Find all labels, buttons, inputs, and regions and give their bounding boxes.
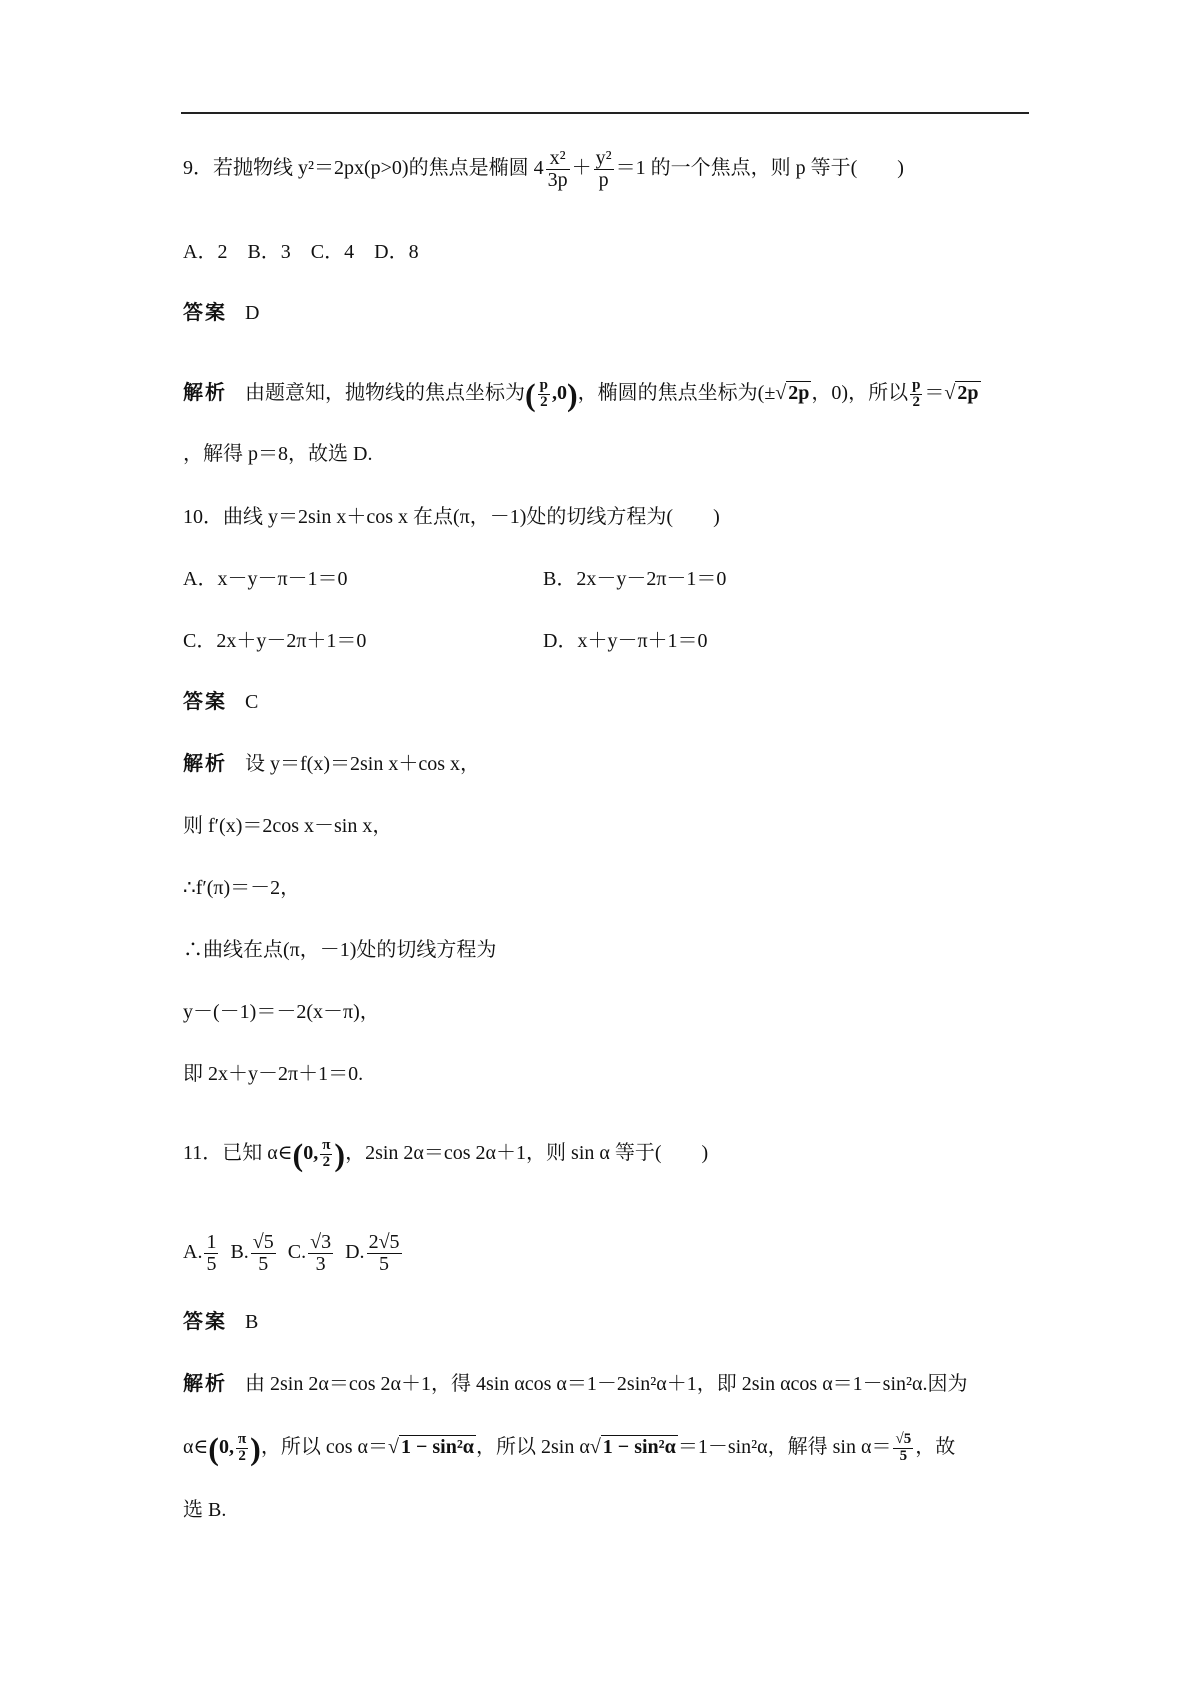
q9-fraction-1 [546,148,570,191]
q11-option-c-frac [308,1232,333,1275]
q11-option-b-label: B. [230,1241,249,1264]
q11-oa-num: 1 [206,1231,217,1253]
q9-coef: 4 [533,157,544,180]
q11-b-pre: α∈ [183,1435,209,1458]
q9-sqrt-sign-1: √ [775,381,787,404]
q9-stem-pre: 9．若抛物线 y²＝2px(p>0)的焦点是椭圆 [183,157,529,180]
q11-ob-num: √5 [252,1231,274,1253]
q11-analysis-line-3: 选 B. [183,1499,227,1521]
q11-b-result-frac [893,1432,913,1465]
q9-analysis-frac-1 [538,378,550,411]
q11-answer-value: B [245,1311,259,1333]
q11-option-a-label: A. [183,1241,203,1264]
q11-option-b-frac [251,1232,276,1275]
q11-stem [183,1138,708,1171]
q9-stem [183,148,904,191]
q11-analysis-label: 解析 [183,1373,227,1395]
q9-a3-den: 2 [912,393,920,410]
q11-option-d-label: D. [345,1241,365,1264]
q9-analysis-frac-2 [910,378,922,411]
q11-option-d-frac [367,1232,402,1275]
q11-options [183,1232,404,1275]
q9-analysis-text-3: ，0)，所以 [811,381,909,404]
q9-plus: ＋ [571,157,592,180]
q11-sqrt-sign-2: √ [589,1435,601,1458]
q10-option-c: C．2x＋y－2π＋1＝0 [183,630,367,652]
q11-int-den: 2 [322,1153,331,1170]
q11-sqrt-sign-1: √ [387,1435,399,1458]
q11-b-den: 2 [238,1447,246,1464]
q9-analysis-line-2: ，解得 p＝8，故选 D. [183,443,373,465]
q11-b-left-paren: ( [208,1430,219,1467]
q9-a1-zero: ,0 [552,381,567,404]
q11-right-paren: ) [334,1136,346,1173]
q11-b-int: 0, [218,1435,234,1458]
q9-answer-value: D [245,302,260,324]
q10-step-2: 则 f′(x)＝2cos x－sin x， [183,815,393,837]
q10-option-b: B．2x－y－2π－1＝0 [543,568,727,590]
q11-oc-num: √3 [310,1231,332,1253]
q11-oc-den: 3 [315,1253,326,1275]
q11-analysis-line-2 [183,1432,955,1465]
q10-answer-value: C [245,691,259,713]
q11-b-fden: 5 [899,1447,908,1464]
q11-b-frac [236,1432,248,1465]
q11-stem-post: ，2sin 2α＝cos 2α＋1，则 sin α 等于( ) [345,1141,709,1164]
q9-answer-label: 答案 [183,302,227,324]
q11-interval-start: 0, [303,1141,319,1164]
q9-fraction-2 [594,148,614,191]
q11-ob-den: 5 [258,1253,269,1275]
q10-analysis-label: 解析 [183,753,227,775]
q9-a3-num: p [912,377,921,393]
q11-interval-frac [320,1138,332,1171]
q10-step-3: ∴f′(π)＝－2， [183,877,301,899]
q11-b-text-1: ，所以 cos α＝ [260,1435,388,1458]
q9-analysis-label: 解析 [183,381,227,404]
q11-stem-pre: 11．已知 α∈ [183,1141,293,1164]
header-rule [181,112,1029,114]
q10-stem: 10．曲线 y＝2sin x＋cos x 在点(π，－1)处的切线方程为( ) [183,506,720,528]
q11-b-text-2: ，所以 2sin α [475,1435,590,1458]
q10-option-d: D．x＋y－π＋1＝0 [543,630,708,652]
q11-b-text-4: ，故 [915,1435,956,1458]
q10-step-5: y－(－1)＝－2(x－π)， [183,1001,380,1023]
q9-f1-den: 3p [547,169,568,191]
q11-answer-label: 答案 [183,1311,227,1333]
q9-analysis-text-1: 由题意知，抛物线的焦点坐标为 [245,381,525,404]
q9-sqrt-2: 2p [957,381,979,404]
q11-analysis [183,1370,968,1398]
q9-options: A．2 B．3 C．4 D．8 [183,241,419,263]
q10-step-1: 设 y＝f(x)＝2sin x＋cos x， [245,753,480,775]
q9-analysis-text-2: ，椭圆的焦点坐标为(± [577,381,776,404]
q11-analysis-text-1: 由 2sin 2α＝cos 2α＋1，得 4sin αcos α＝1－2sin²α＋1，即 2sin αcos α＝1－sin²α.因为 [245,1373,968,1395]
q10-option-a: A．x－y－π－1＝0 [183,568,348,590]
q9-sqrt-1: 2p [788,381,810,404]
q9-f2-num: y² [595,147,612,169]
q9-left-paren: ( [525,376,536,413]
q11-int-num: π [322,1137,331,1153]
q9-sqrt-sign-2: √ [944,381,956,404]
q9-right-paren: ) [567,376,578,413]
q10-answer [183,688,258,716]
q11-sqrt-2: 1 − sin²α [602,1435,676,1458]
q9-f1-num: x² [546,148,570,170]
q11-b-text-3: ＝1－sin²α，解得 sin α＝ [677,1435,892,1458]
q11-answer [183,1308,258,1336]
q10-analysis [183,750,480,778]
q9-analysis [183,378,981,411]
q11-od-num: 2√5 [368,1231,400,1253]
q11-option-a-frac [204,1232,218,1275]
q9-a1-den: 2 [540,393,548,410]
q9-stem-post: ＝1 的一个焦点，则 p 等于( ) [615,157,904,180]
q9-eq: ＝ [924,381,945,404]
q11-sqrt-1: 1 − sin²α [400,1435,474,1458]
q11-od-den: 5 [379,1253,390,1275]
q11-b-right-paren: ) [250,1430,261,1467]
q9-f2-den: p [598,169,609,191]
q11-b-fnum: √5 [895,1431,912,1447]
q9-answer [183,299,259,327]
q9-a1-num: p [539,377,548,393]
q11-option-c-label: C. [287,1241,307,1264]
q10-step-6: 即 2x＋y－2π＋1＝0. [183,1063,364,1085]
q10-step-4: ∴曲线在点(π，－1)处的切线方程为 [183,939,497,961]
q10-answer-label: 答案 [183,691,227,713]
q11-oa-den: 5 [206,1253,217,1275]
q11-b-num: π [237,1431,247,1447]
q11-left-paren: ( [292,1136,304,1173]
